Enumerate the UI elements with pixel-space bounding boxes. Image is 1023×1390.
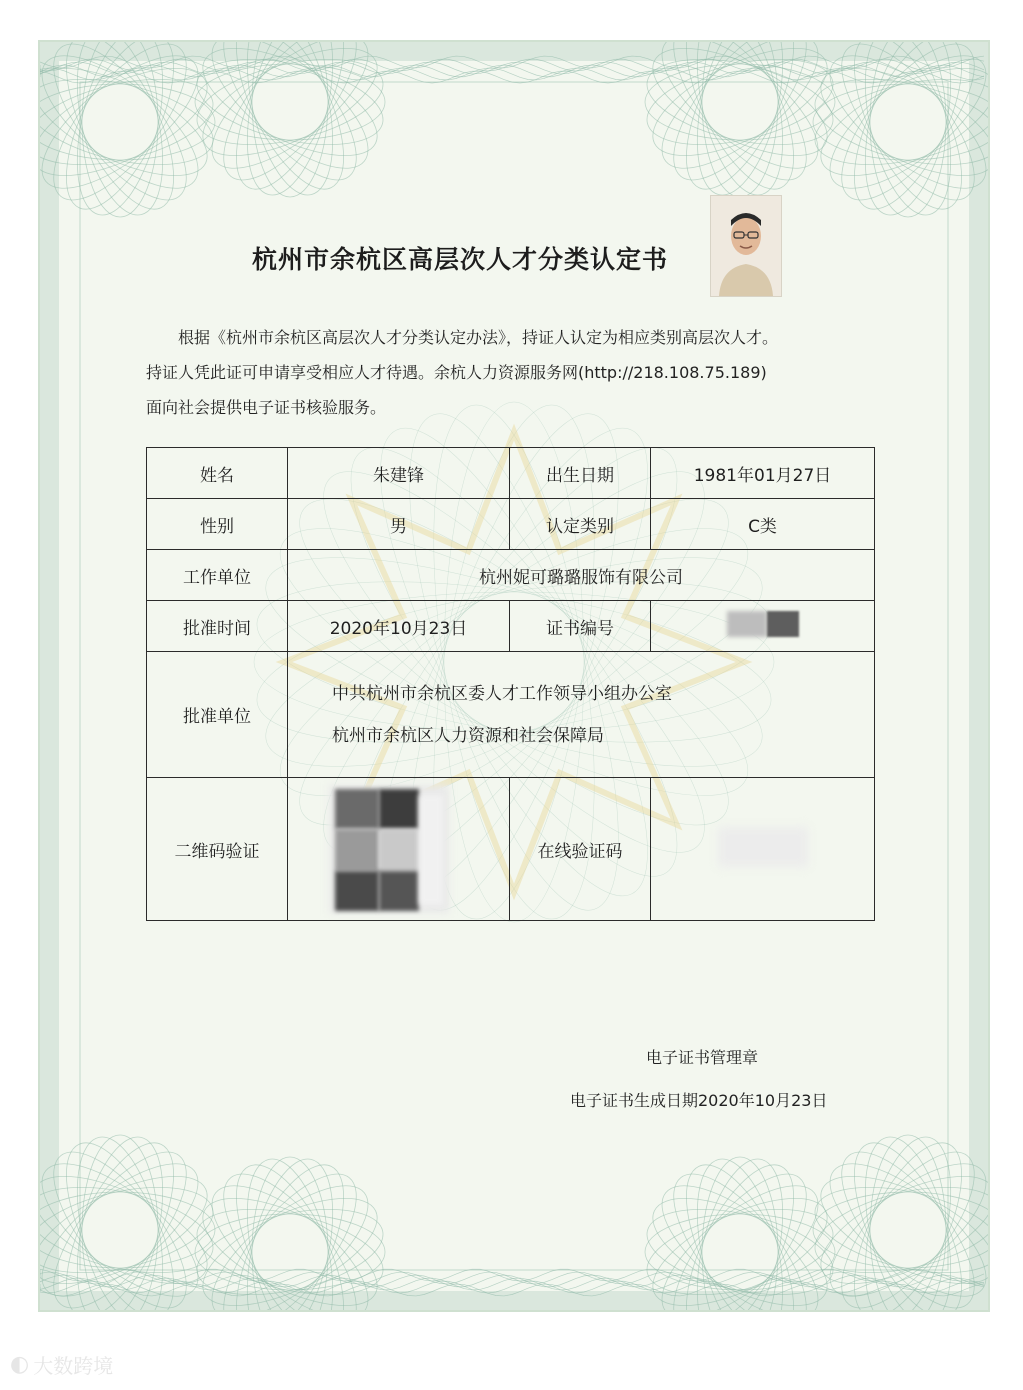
table-row (147, 601, 875, 652)
qr-label: 二维码验证 (147, 778, 288, 921)
table-row (147, 499, 875, 550)
seal-label: 电子证书管理章 (646, 1048, 759, 1067)
guilloche-stroke (813, 84, 988, 160)
watermark-text: 大数跨境 (33, 1354, 114, 1378)
table-row (147, 550, 875, 601)
redaction-mark (718, 827, 808, 867)
approver-value (288, 652, 875, 778)
weibo-icon: ◐ (10, 1352, 30, 1377)
approval-date-value: 2020年10月23日 (288, 601, 510, 652)
intro-line-3: 面向社会提供电子证书核验服务。 (146, 398, 387, 417)
online-code-redacted (651, 778, 875, 921)
cert-no-label: 证书编号 (510, 601, 651, 652)
table-row (147, 448, 875, 499)
certificate-title: 杭州市余杭区高层次人才分类认定书 (252, 245, 669, 274)
guilloche-stroke (40, 84, 215, 160)
redaction-mark (727, 611, 767, 637)
guilloche-stroke (195, 64, 385, 140)
guilloche-stroke (40, 1192, 215, 1268)
guilloche-stroke (639, 44, 841, 160)
guilloche-stroke (645, 64, 835, 140)
approver-label: 批准单位 (147, 652, 288, 778)
guilloche-stroke (201, 42, 379, 200)
birth-value: 1981年01月27日 (651, 448, 875, 499)
gender-label: 性别 (147, 499, 288, 550)
intro-paragraph (146, 320, 876, 425)
guilloche-stroke (813, 1192, 988, 1268)
generated-date: 电子证书生成日期2020年10月23日 (570, 1091, 828, 1110)
guilloche-stroke (201, 42, 379, 200)
info-table (146, 447, 875, 921)
qr-code-redacted[interactable] (288, 778, 510, 921)
gender-value: 男 (288, 499, 510, 550)
name-value: 朱建锋 (288, 448, 510, 499)
table-row (147, 778, 875, 921)
watermark (10, 1350, 113, 1379)
name-label: 姓名 (147, 448, 288, 499)
approval-date-label: 批准时间 (147, 601, 288, 652)
redaction-mark (767, 611, 799, 637)
intro-line-1: 根据《杭州市余杭区高层次人才分类认定办法》，持证人认定为相应类别高层次人才。 (178, 328, 779, 347)
category-value: C类 (651, 499, 875, 550)
approver-line-1: 中共杭州市余杭区委人才工作领导小组办公室 (332, 683, 672, 704)
birth-label: 出生日期 (510, 448, 651, 499)
guilloche-stroke (189, 44, 391, 160)
cert-no-value-redacted (651, 601, 875, 652)
category-label: 认定类别 (510, 499, 651, 550)
holder-photo (710, 195, 782, 297)
employer-value: 杭州妮可璐璐服饰有限公司 (288, 550, 875, 601)
certificate (38, 40, 990, 1312)
employer-label: 工作单位 (147, 550, 288, 601)
intro-line-2: 持证人凭此证可申请享受相应人才待遇。余杭人力资源服务网(http://218.108.75.189) (146, 363, 767, 382)
table-row (147, 652, 875, 778)
guilloche-stroke (639, 44, 841, 160)
guilloche-stroke (82, 42, 158, 217)
qr-code-icon[interactable] (329, 785, 449, 913)
guilloche-stroke (645, 1214, 835, 1290)
guilloche-stroke (189, 44, 391, 160)
online-code-label: 在线验证码 (510, 778, 651, 921)
approver-line-2: 杭州市余杭区人力资源和社会保障局 (332, 725, 604, 746)
